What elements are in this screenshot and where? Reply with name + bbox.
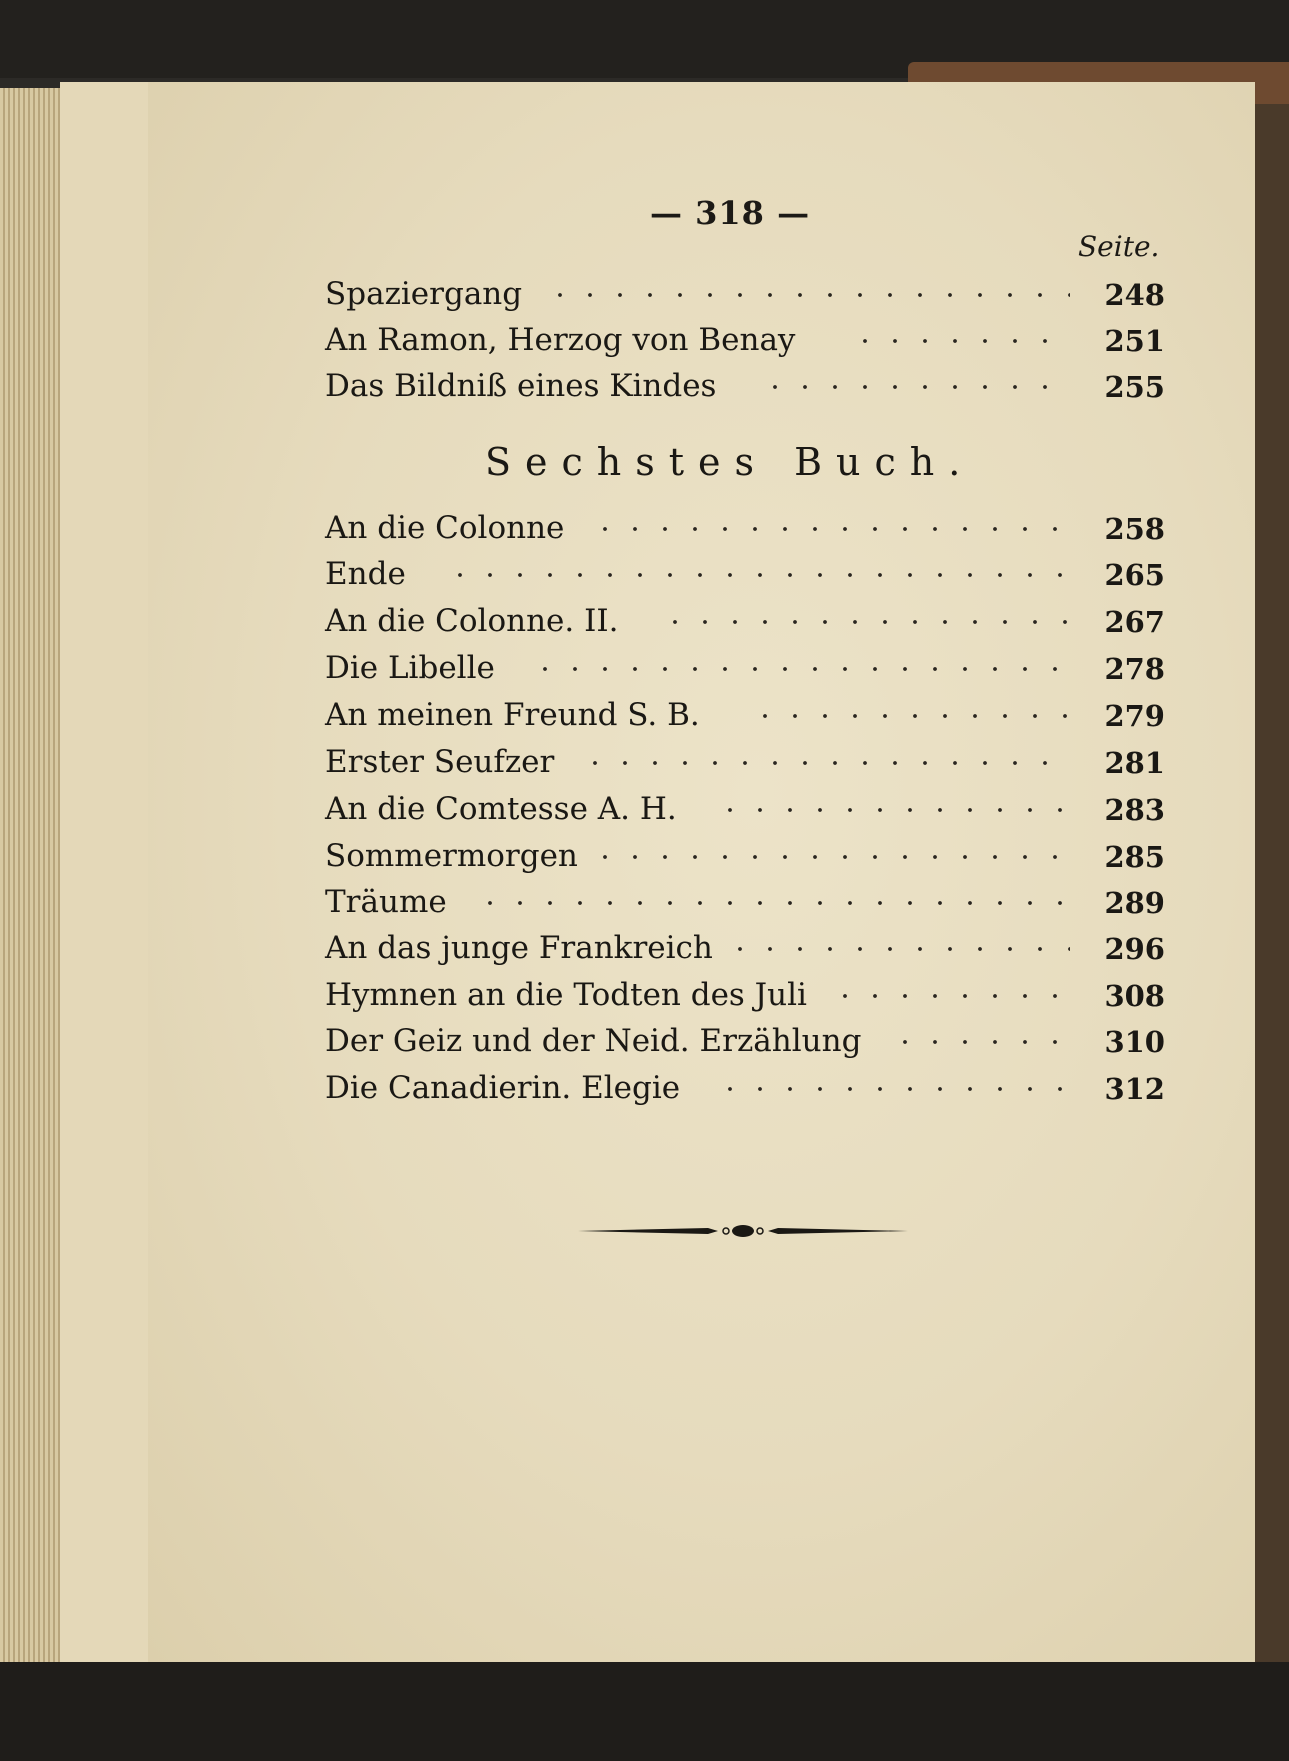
column-label: Seite. (1078, 230, 1160, 263)
leader-dots (715, 1084, 1070, 1094)
toc-title: An die Colonne. II. (325, 603, 619, 639)
page-edges (0, 88, 60, 1663)
toc-entry (325, 556, 1165, 600)
toc-title: Der Geiz und der Neid. Erzählung (325, 1023, 862, 1059)
toc-page: 251 (1104, 324, 1165, 358)
leader-dots (545, 290, 1070, 300)
toc-title: Die Libelle (325, 650, 495, 686)
toc-title: An das junge Frankreich (325, 930, 713, 966)
section-heading: Sechstes Buch. (485, 440, 975, 484)
toc-page: 285 (1104, 840, 1165, 874)
toc-page: 310 (1104, 1025, 1165, 1059)
toc-title: Ende (325, 556, 406, 592)
leader-dots (590, 852, 1070, 862)
toc-entry (325, 1023, 1165, 1067)
toc-page: 279 (1104, 699, 1165, 733)
leader-dots (725, 944, 1070, 954)
leader-dots (445, 570, 1070, 580)
toc-title: Spaziergang (325, 276, 523, 312)
toc-page: 267 (1104, 605, 1165, 639)
toc-entry (325, 650, 1165, 694)
toc-entry (325, 368, 1165, 412)
toc-page: 278 (1104, 652, 1165, 686)
toc-entry (325, 322, 1165, 366)
leader-dots (715, 805, 1070, 815)
leader-dots (760, 382, 1070, 392)
toc-page: 258 (1104, 512, 1165, 546)
leader-dots (830, 991, 1070, 1001)
toc-title: An meinen Freund S. B. (325, 697, 700, 733)
toc-entry (325, 276, 1165, 320)
leader-dots (590, 524, 1070, 534)
left-page-margin (60, 82, 150, 1662)
decorative-rule-icon (578, 1216, 908, 1246)
toc-title: Das Bildniß eines Kindes (325, 368, 717, 404)
toc-page: 255 (1104, 370, 1165, 404)
toc-page: 248 (1104, 278, 1165, 312)
toc-title: Träume (325, 884, 447, 920)
toc-title: Erster Seufzer (325, 744, 555, 780)
toc-title: Die Canadierin. Elegie (325, 1070, 681, 1106)
toc-page: 283 (1104, 793, 1165, 827)
toc-page: 289 (1104, 886, 1165, 920)
leader-dots (580, 758, 1070, 768)
toc-title: Hymnen an die Todten des Juli (325, 977, 807, 1013)
toc-entry (325, 791, 1165, 835)
leader-dots (850, 336, 1070, 346)
toc-title: Sommermorgen (325, 838, 578, 874)
toc-title: An die Colonne (325, 510, 565, 546)
toc-page: 308 (1104, 979, 1165, 1013)
toc-entry (325, 603, 1165, 647)
toc-entry (325, 838, 1165, 882)
toc-page: 281 (1104, 746, 1165, 780)
leader-dots (890, 1037, 1070, 1047)
toc-title: An Ramon, Herzog von Benay (325, 322, 796, 358)
toc-entry (325, 510, 1165, 554)
toc-page: 312 (1104, 1072, 1165, 1106)
page-number: — 318 — (650, 194, 811, 232)
toc-entry (325, 977, 1165, 1021)
leader-dots (750, 711, 1070, 721)
toc-entry (325, 697, 1165, 741)
toc-entry (325, 1070, 1165, 1114)
background-bottom (0, 1662, 1289, 1761)
toc-title: An die Comtesse A. H. (325, 791, 677, 827)
toc-entry (325, 884, 1165, 928)
toc-page: 296 (1104, 932, 1165, 966)
toc-entry (325, 930, 1165, 974)
leader-dots (660, 617, 1070, 627)
toc-page: 265 (1104, 558, 1165, 592)
leader-dots (475, 898, 1070, 908)
book-cover-edge (1255, 104, 1289, 1664)
leader-dots (530, 664, 1070, 674)
toc-entry (325, 744, 1165, 788)
